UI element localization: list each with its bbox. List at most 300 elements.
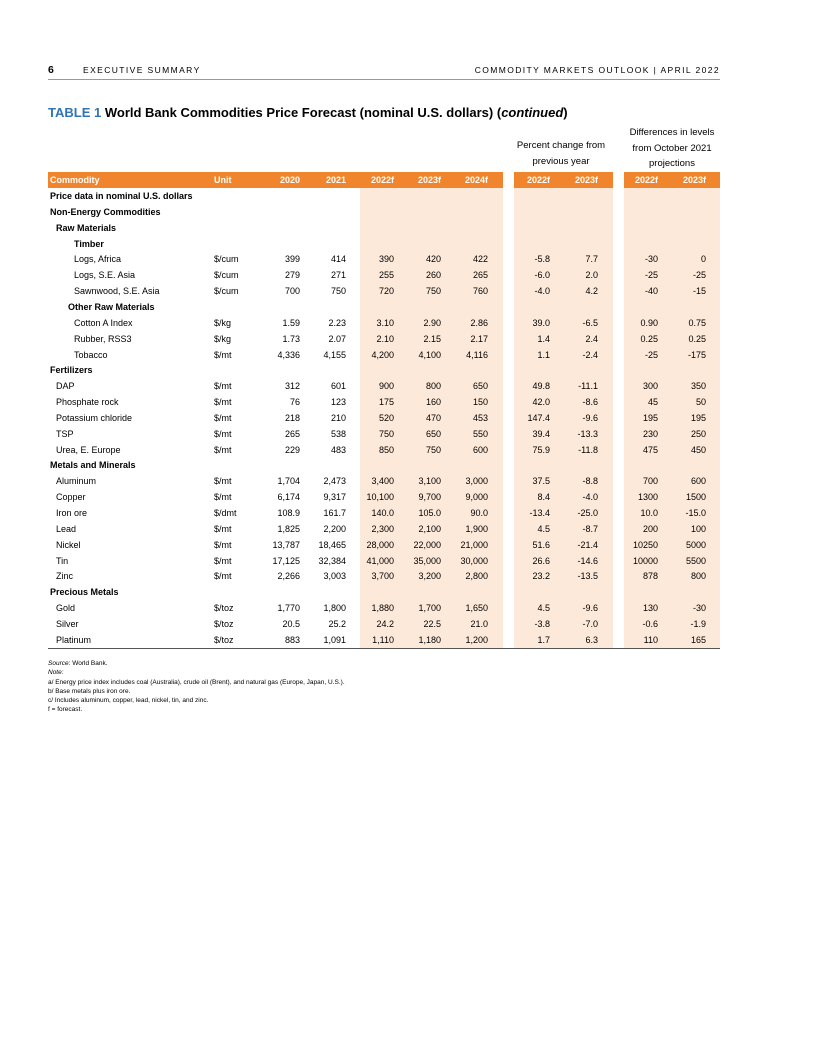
unit-cell: $/cum	[214, 270, 239, 281]
value-cell: 100	[690, 523, 706, 534]
value-cell: 1500	[685, 492, 706, 503]
value-cell: -9.6	[582, 412, 598, 423]
value-cell: 1,770	[277, 603, 300, 614]
value-cell: 0	[700, 254, 706, 265]
value-cell: 2,800	[465, 571, 488, 582]
publication-name: COMMODITY MARKETS OUTLOOK | APRIL 2022	[474, 65, 720, 75]
commodity-name: Logs, Africa	[74, 254, 122, 265]
differences-header-line: projections	[649, 158, 695, 169]
value-cell: 9,700	[418, 492, 441, 503]
value-cell: 475	[642, 444, 658, 455]
col-header-2023f: 2023f	[417, 175, 441, 185]
commodity-name: Sawnwood, S.E. Asia	[74, 286, 160, 297]
differences-header-line: Differences in levels	[629, 127, 715, 138]
value-cell: -5.8	[534, 254, 550, 265]
value-cell: -6.0	[534, 270, 550, 281]
value-cell: 30,000	[460, 555, 488, 566]
value-cell: 9,317	[323, 492, 346, 503]
differences-group-header	[616, 125, 728, 172]
unit-cell: $/cum	[214, 286, 239, 297]
commodity-name: Gold	[56, 603, 76, 614]
value-cell: 147.4	[527, 412, 550, 423]
table-row	[0, 632, 816, 648]
value-cell: 3,400	[371, 476, 394, 487]
table-section-row	[0, 204, 816, 220]
unit-cell: $/dmt	[214, 508, 237, 518]
unit-cell: $/mt	[214, 397, 232, 408]
value-cell: 9,000	[465, 492, 488, 503]
value-cell: 17,125	[272, 555, 300, 566]
value-cell: 414	[330, 254, 346, 265]
value-cell: 49.8	[532, 381, 550, 392]
unit-cell: $/mt	[214, 539, 232, 550]
value-cell: 1.59	[282, 317, 300, 328]
commodity-name: DAP	[56, 381, 75, 392]
value-cell: 6.3	[585, 634, 598, 645]
value-cell: -3.8	[534, 618, 550, 629]
value-cell: 2.07	[328, 333, 346, 344]
col-header-2024f: 2024f	[464, 175, 488, 185]
value-cell: 420	[425, 254, 441, 265]
section-label: Precious Metals	[50, 587, 119, 598]
value-cell: -0.6	[642, 618, 658, 629]
table-bottom-rule	[48, 648, 720, 649]
table-section-row	[0, 220, 816, 236]
note-line: f = forecast.	[48, 706, 83, 714]
commodity-name: Lead	[56, 523, 77, 534]
value-cell: 10.0	[640, 508, 658, 518]
value-cell: -21.4	[577, 539, 598, 550]
table-row	[0, 426, 816, 442]
section-label: Metals and Minerals	[50, 460, 136, 471]
table-section-row	[0, 188, 816, 204]
value-cell: 1,800	[323, 603, 346, 614]
value-cell: 3,003	[323, 571, 346, 582]
value-cell: 279	[284, 270, 300, 281]
col-header-diff-2022f: 2022f	[634, 175, 658, 185]
value-cell: 1.4	[537, 333, 550, 344]
value-cell: 230	[642, 428, 658, 439]
value-cell: -13.4	[529, 508, 550, 518]
value-cell: 2.86	[470, 317, 488, 328]
value-cell: 35,000	[413, 555, 441, 566]
value-cell: 0.75	[688, 317, 706, 328]
value-cell: 45	[647, 397, 658, 408]
table-row	[0, 251, 816, 267]
section-label: Fertilizers	[50, 365, 93, 376]
value-cell: 700	[642, 476, 658, 487]
value-cell: 750	[425, 444, 441, 455]
commodity-name: Silver	[56, 618, 79, 629]
value-cell: -8.6	[582, 397, 598, 408]
source-line	[48, 659, 345, 668]
value-cell: 0.25	[688, 333, 706, 344]
note-line: c/ Includes aluminum, copper, lead, nickel, tin, and zinc.	[48, 697, 209, 705]
value-cell: -40	[644, 286, 658, 297]
table-row	[0, 537, 816, 553]
commodity-name: Rubber, RSS3	[74, 333, 132, 344]
value-cell: 1,700	[418, 603, 441, 614]
value-cell: 7.7	[585, 254, 598, 265]
commodity-name: Potassium chloride	[56, 412, 133, 423]
value-cell: 538	[330, 428, 346, 439]
value-cell: 5000	[685, 539, 706, 550]
value-cell: 3,000	[465, 476, 488, 487]
value-cell: 1,704	[277, 476, 300, 487]
table-title-continued: continued	[501, 105, 564, 120]
value-cell: -8.7	[582, 523, 598, 534]
value-cell: 4,116	[466, 349, 488, 360]
value-cell: 265	[472, 270, 488, 281]
commodity-name: Zinc	[56, 571, 74, 582]
commodity-name: Cotton A Index	[74, 317, 133, 328]
table-row	[0, 473, 816, 489]
value-cell: 550	[472, 428, 488, 439]
table-title-text: World Bank Commodities Price Forecast (nominal U.S. dollars) (	[104, 105, 502, 120]
value-cell: 75.9	[532, 444, 550, 455]
value-cell: -2.4	[582, 349, 598, 360]
value-cell: 200	[642, 523, 658, 534]
value-cell: 1.7	[537, 634, 550, 645]
table-row	[0, 505, 816, 521]
header-rule	[48, 79, 720, 80]
commodity-name: Urea, E. Europe	[56, 444, 121, 455]
value-cell: 750	[425, 286, 441, 297]
value-cell: -25	[644, 270, 658, 281]
value-cell: 900	[378, 381, 394, 392]
value-cell: 39.4	[532, 428, 550, 439]
value-cell: 483	[330, 444, 346, 455]
table-title-end: )	[563, 105, 568, 120]
table-row	[0, 347, 816, 363]
commodity-name: Copper	[56, 492, 86, 503]
value-cell: -11.8	[578, 444, 598, 455]
value-cell: 750	[330, 286, 346, 297]
value-cell: 390	[378, 254, 394, 265]
note-line: b/ Base metals plus iron ore.	[48, 687, 131, 695]
value-cell: -8.8	[582, 476, 598, 487]
value-cell: -30	[692, 603, 706, 614]
table-row	[0, 283, 816, 299]
value-cell: 2.0	[585, 270, 598, 281]
value-cell: -14.6	[577, 555, 598, 566]
value-cell: 750	[378, 428, 394, 439]
value-cell: 90.0	[470, 508, 488, 518]
commodity-name: Platinum	[56, 634, 92, 645]
table-row	[0, 568, 816, 584]
value-cell: 600	[690, 476, 706, 487]
value-cell: 422	[472, 254, 488, 265]
col-header-2022f: 2022f	[370, 175, 394, 185]
value-cell: -15	[692, 286, 706, 297]
value-cell: 450	[690, 444, 706, 455]
page-number: 6	[48, 64, 54, 76]
value-cell: -15.0	[685, 508, 706, 518]
value-cell: 399	[284, 254, 300, 265]
commodity-name: Tin	[56, 555, 69, 566]
commodity-name: Phosphate rock	[56, 397, 119, 408]
value-cell: 5500	[685, 555, 706, 566]
value-cell: 13,787	[272, 539, 300, 550]
value-cell: 2.17	[470, 333, 488, 344]
value-cell: 1.73	[282, 333, 300, 344]
value-cell: -9.6	[582, 603, 598, 614]
col-header-commodity: Commodity	[50, 175, 100, 185]
value-cell: 260	[425, 270, 441, 281]
unit-cell: $/mt	[214, 381, 232, 392]
table-row	[0, 489, 816, 505]
unit-cell: $/kg	[214, 333, 232, 344]
value-cell: 6,174	[277, 492, 300, 503]
value-cell: 23.2	[532, 571, 550, 582]
value-cell: 41,000	[366, 555, 394, 566]
table-row	[0, 378, 816, 394]
value-cell: 51.6	[532, 539, 550, 550]
unit-cell: $/mt	[214, 523, 232, 534]
value-cell: 0.25	[640, 333, 658, 344]
value-cell: 210	[330, 412, 346, 423]
commodity-name: Nickel	[56, 539, 81, 550]
value-cell: 1,200	[465, 634, 488, 645]
section-label: Price data in nominal U.S. dollars	[50, 191, 193, 201]
value-cell: -13.3	[577, 428, 598, 439]
value-cell: 883	[284, 634, 300, 645]
value-cell: 39.0	[532, 317, 550, 328]
value-cell: 2.4	[585, 333, 598, 344]
value-cell: 3,100	[418, 476, 441, 487]
page-header	[48, 64, 720, 78]
value-cell: 21,000	[460, 539, 488, 550]
value-cell: 650	[425, 428, 441, 439]
unit-cell: $/mt	[214, 476, 232, 487]
value-cell: 4,155	[323, 349, 346, 360]
value-cell: 195	[690, 412, 706, 423]
value-cell: 650	[472, 381, 488, 392]
value-cell: 110	[643, 634, 658, 645]
value-cell: 10,100	[366, 492, 394, 503]
commodity-name: Iron ore	[56, 508, 88, 518]
value-cell: 10000	[632, 555, 658, 566]
section-label: Timber	[74, 238, 104, 249]
value-cell: -25	[644, 349, 658, 360]
value-cell: 700	[284, 286, 300, 297]
percent-change-header-line: previous year	[532, 155, 590, 167]
percent-change-header-line: Percent change from	[516, 140, 606, 151]
value-cell: -4.0	[534, 286, 550, 297]
value-cell: 2.23	[328, 317, 346, 328]
unit-cell: $/toz	[214, 634, 234, 645]
value-cell: 800	[425, 381, 441, 392]
col-header-diff-2023f: 2023f	[682, 175, 706, 185]
value-cell: 105.0	[418, 508, 441, 518]
unit-cell: $/toz	[214, 603, 234, 614]
value-cell: 1,650	[465, 603, 488, 614]
value-cell: 800	[690, 571, 706, 582]
table-label: TABLE 1	[48, 105, 102, 120]
value-cell: 37.5	[532, 476, 550, 487]
value-cell: 255	[378, 270, 394, 281]
value-cell: 2.15	[423, 333, 441, 344]
value-cell: -4.0	[582, 492, 598, 503]
value-cell: 165	[690, 634, 706, 645]
value-cell: 4.5	[537, 603, 550, 614]
source-text: : World Bank.	[68, 660, 108, 667]
col-header-pct-2022f: 2022f	[526, 175, 550, 185]
value-cell: -1.9	[690, 618, 706, 629]
value-cell: -175	[687, 349, 706, 360]
table-section-row	[0, 584, 816, 600]
value-cell: 1,880	[371, 603, 394, 614]
value-cell: 21.0	[470, 618, 488, 629]
unit-cell: $/toz	[214, 618, 234, 629]
value-cell: 350	[690, 381, 706, 392]
table-row	[0, 394, 816, 410]
table-row	[0, 600, 816, 616]
value-cell: 4,336	[277, 349, 300, 360]
unit-cell: $/mt	[214, 444, 232, 455]
value-cell: 720	[378, 286, 394, 297]
value-cell: 130	[642, 603, 658, 614]
value-cell: 2,266	[277, 571, 300, 582]
value-cell: 24.2	[376, 618, 394, 629]
value-cell: 300	[642, 381, 658, 392]
value-cell: 195	[642, 412, 658, 423]
percent-change-group-header	[506, 138, 616, 169]
value-cell: 18,465	[318, 539, 346, 550]
value-cell: 1300	[637, 492, 658, 503]
value-cell: 10250	[632, 539, 658, 550]
value-cell: 161.7	[323, 508, 346, 518]
section-label: Raw Materials	[56, 222, 117, 233]
value-cell: 1,091	[323, 634, 346, 645]
unit-cell: $/mt	[214, 571, 232, 582]
value-cell: 4.5	[537, 523, 550, 534]
value-cell: 150	[472, 397, 488, 408]
value-cell: -11.1	[578, 381, 598, 392]
value-cell: 1,180	[418, 634, 441, 645]
table-section-row	[0, 299, 816, 315]
table-row	[0, 442, 816, 458]
section-label: Non-Energy Commodities	[50, 206, 161, 217]
value-cell: -25	[692, 270, 706, 281]
value-cell: 265	[284, 428, 300, 439]
value-cell: 470	[425, 412, 441, 423]
value-cell: 601	[330, 381, 346, 392]
table-row	[0, 521, 816, 537]
value-cell: 25.2	[328, 618, 346, 629]
value-cell: 22.5	[423, 618, 441, 629]
col-header-unit: Unit	[214, 175, 232, 185]
table-row	[0, 267, 816, 283]
value-cell: 878	[642, 571, 658, 582]
value-cell: 108.9	[277, 508, 300, 518]
value-cell: 2.10	[376, 333, 394, 344]
unit-cell: $/mt	[214, 412, 232, 423]
value-cell: 1,825	[277, 523, 300, 534]
unit-cell: $/cum	[214, 254, 239, 265]
value-cell: 3,700	[371, 571, 394, 582]
value-cell: 850	[378, 444, 394, 455]
value-cell: 8.4	[537, 492, 550, 503]
value-cell: 32,384	[318, 555, 346, 566]
value-cell: 175	[378, 397, 394, 408]
col-header-2021: 2021	[325, 175, 346, 185]
value-cell: 26.6	[532, 555, 550, 566]
value-cell: 760	[472, 286, 488, 297]
note-label: Note:	[48, 669, 64, 677]
commodity-name: Logs, S.E. Asia	[74, 270, 136, 281]
unit-cell: $/mt	[214, 349, 232, 360]
value-cell: 312	[284, 381, 300, 392]
table-row	[0, 410, 816, 426]
note-line: a/ Energy price index includes coal (Australia), crude oil (Brent), and natural gas (Europe, Japan, U.S.).	[48, 678, 345, 686]
table-row	[0, 331, 816, 347]
table-notes	[48, 659, 345, 715]
value-cell: 2,100	[418, 523, 441, 534]
table-row	[0, 616, 816, 632]
value-cell: 4.2	[585, 286, 598, 297]
table-row	[0, 315, 816, 331]
value-cell: 1,110	[372, 634, 394, 645]
section-name: EXECUTIVE SUMMARY	[83, 65, 201, 75]
unit-cell: $/mt	[214, 428, 232, 439]
value-cell: -7.0	[582, 618, 598, 629]
value-cell: 229	[284, 444, 300, 455]
unit-cell: $/mt	[214, 555, 232, 566]
value-cell: 520	[378, 412, 394, 423]
value-cell: 42.0	[532, 397, 550, 408]
value-cell: 453	[472, 412, 488, 423]
value-cell: 160	[425, 397, 441, 408]
value-cell: -30	[644, 254, 658, 265]
value-cell: 2.90	[423, 317, 441, 328]
value-cell: 0.90	[640, 317, 658, 328]
value-cell: 1.1	[537, 349, 550, 360]
source-label: Source	[48, 660, 69, 667]
value-cell: 76	[289, 397, 300, 408]
value-cell: 50	[695, 397, 706, 408]
commodity-name: Aluminum	[56, 476, 97, 487]
value-cell: 3,200	[418, 571, 441, 582]
col-header-pct-2023f: 2023f	[574, 175, 598, 185]
col-header-2020: 2020	[279, 175, 300, 185]
value-cell: 250	[690, 428, 706, 439]
value-cell: 28,000	[366, 539, 394, 550]
value-cell: 4,200	[371, 349, 394, 360]
unit-cell: $/kg	[214, 317, 232, 328]
value-cell: 600	[472, 444, 488, 455]
value-cell: 20.5	[282, 618, 300, 629]
table-title	[48, 105, 568, 120]
table-section-row	[0, 457, 816, 473]
value-cell: -13.5	[577, 571, 598, 582]
value-cell: 4,100	[418, 349, 441, 360]
value-cell: 140.0	[371, 508, 394, 518]
value-cell: 2,300	[371, 523, 394, 534]
value-cell: -6.5	[582, 317, 598, 328]
differences-header-line: from October 2021	[632, 142, 712, 154]
section-label: Other Raw Materials	[68, 301, 155, 312]
value-cell: 1,900	[465, 523, 488, 534]
value-cell: 3.10	[376, 317, 394, 328]
value-cell: 271	[330, 270, 346, 281]
commodity-name: Tobacco	[74, 349, 108, 360]
value-cell: 218	[284, 412, 300, 423]
value-cell: 2,473	[323, 476, 346, 487]
table-section-row	[0, 236, 816, 252]
table-section-row	[0, 362, 816, 378]
value-cell: 2,200	[323, 523, 346, 534]
